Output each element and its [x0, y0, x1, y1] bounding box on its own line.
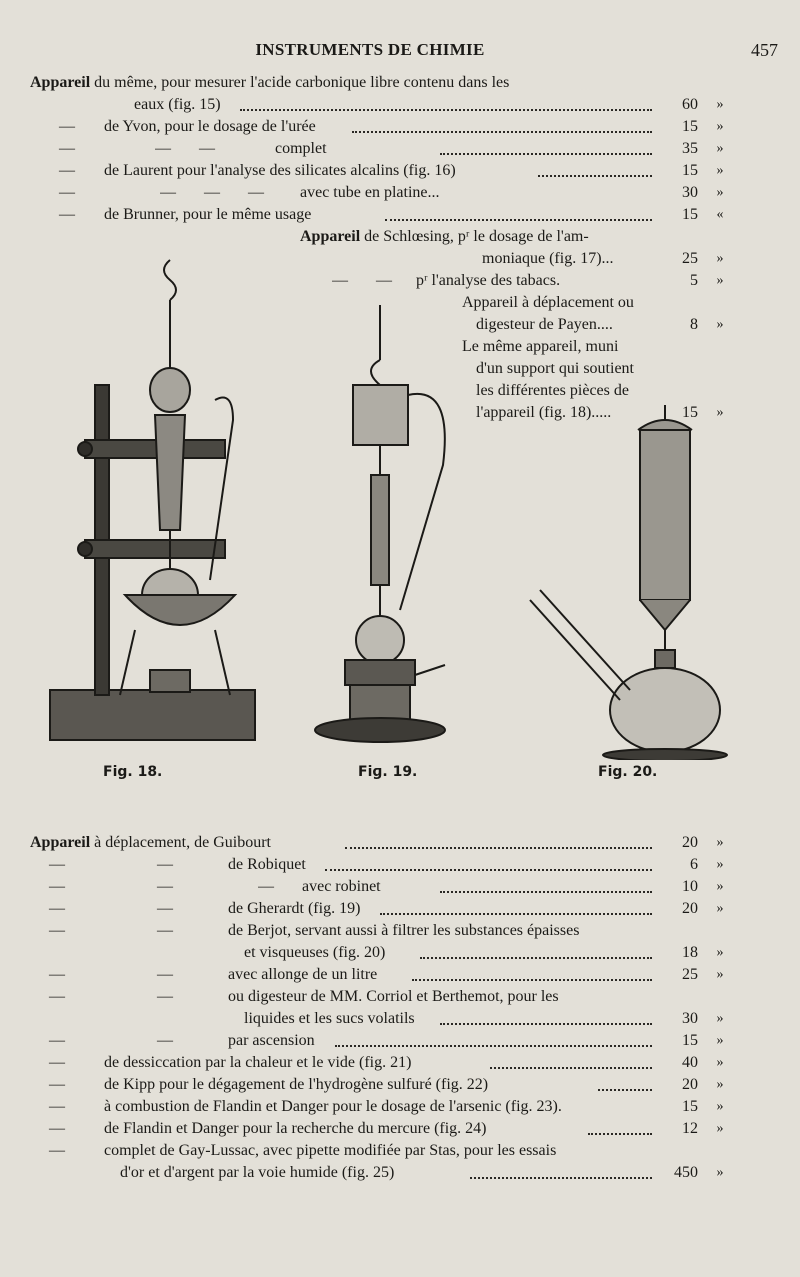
price-row: — de Yvon, pour le dosage de l'urée 15 »	[59, 118, 724, 135]
page-title: INSTRUMENTS DE CHIMIE	[255, 40, 485, 59]
price-row: — de Kipp pour le dégagement de l'hydrogène sulfuré (fig. 22) 20 »	[49, 1076, 724, 1093]
figure-19-illustration	[305, 300, 455, 760]
figure-18-illustration	[40, 240, 270, 760]
price-row: — de dessiccation par la chaleur et le vide (fig. 21) 40 »	[49, 1054, 724, 1071]
price-row: les différentes pièces de	[0, 380, 800, 402]
price-row: — — — — avec tube en platine... 30 »	[59, 184, 724, 201]
price-row: Appareil du même, pour mesurer l'acide carbonique libre contenu dans les	[30, 72, 790, 94]
price-row: eaux (fig. 15) 60 »	[134, 96, 724, 113]
price-row: — — par ascension 15 »	[49, 1032, 724, 1049]
price-row: — de Flandin et Danger pour la recherche du mercure (fig. 24) 12 »	[49, 1120, 724, 1137]
price-row: — — de Berjot, servant aussi à filtrer les substances épaisses	[0, 920, 800, 942]
price-row: liquides et les sucs volatils 30 »	[244, 1010, 724, 1027]
price-row: Le même appareil, muni	[0, 336, 800, 358]
figure-20-illustration	[520, 400, 730, 760]
figure-20-caption: Fig. 20.	[598, 764, 658, 780]
price-row: — — ou digesteur de MM. Corriol et Berthemot, pour les	[0, 986, 800, 1008]
price-row: Appareil de Schlœsing, pʳ le dosage de l'am-	[300, 226, 800, 248]
price-row: — — avec allonge de un litre 25 »	[49, 966, 724, 983]
price-row: — — — avec robinet 10 »	[49, 878, 724, 895]
price-row: — — de Gherardt (fig. 19) 20 »	[49, 900, 724, 917]
page-header	[0, 40, 800, 64]
price-row: — — — complet 35 »	[59, 140, 724, 157]
price-row: Appareil à déplacement, de Guibourt 20 »	[30, 834, 724, 851]
price-row: — complet de Gay-Lussac, avec pipette modifiée par Stas, pour les essais	[0, 1140, 800, 1162]
price-row: — de Brunner, pour le même usage 15 «	[59, 206, 724, 223]
price-row: d'or et d'argent par la voie humide (fig. 25) 450 »	[120, 1164, 724, 1181]
price-row: — — pʳ l'analyse des tabacs. 5 »	[332, 272, 724, 289]
price-row: — de Laurent pour l'analyse des silicates alcalins (fig. 16) 15 »	[59, 162, 724, 179]
figure-19-caption: Fiɡ. 19.	[358, 764, 418, 780]
price-row: d'un support qui soutient	[0, 358, 800, 380]
page-number: 457	[751, 40, 778, 60]
price-row: — à combustion de Flandin et Danger pour le dosage de l'arsenic (fig. 23). 15 »	[49, 1098, 724, 1115]
price-row: digesteur de Payen.... 8 »	[476, 316, 724, 333]
price-row: l'appareil (fig. 18)..... 15 »	[476, 404, 724, 421]
price-row: moniaque (fig. 17)... 25 »	[482, 250, 724, 267]
price-row: Appareil à déplacement ou	[0, 292, 800, 314]
price-row: et visqueuses (fig. 20) 18 »	[244, 944, 724, 961]
price-row: — — de Robiquet 6 »	[49, 856, 724, 873]
figure-18-caption: Fig. 18.	[103, 764, 163, 780]
